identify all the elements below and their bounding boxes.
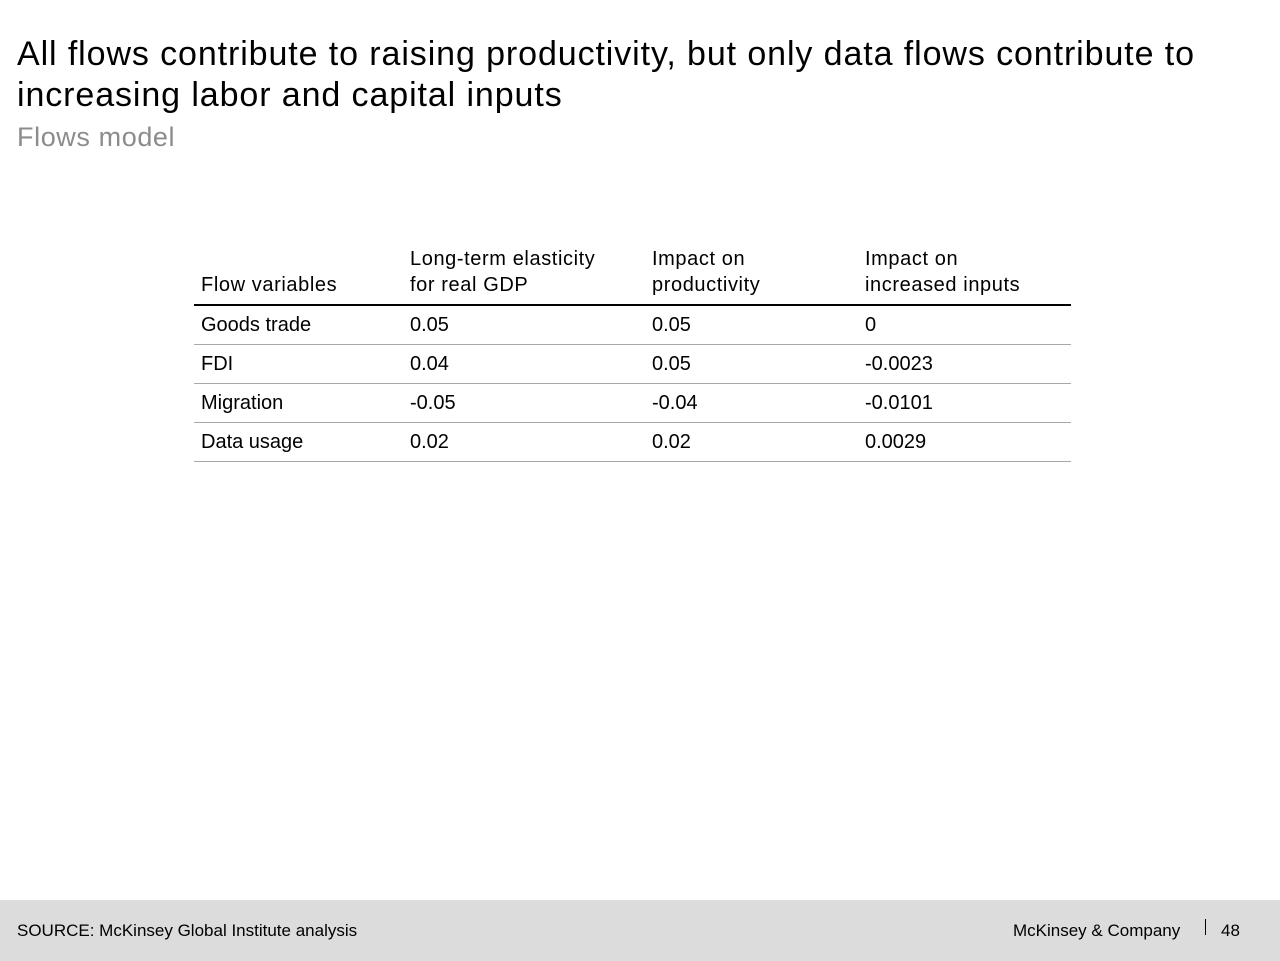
flows-table-container: [194, 246, 1071, 462]
row-inputs: 0.0029: [858, 423, 1071, 462]
row-inputs: 0: [858, 305, 1071, 345]
flows-table: [194, 246, 1071, 462]
row-inputs: -0.0023: [858, 345, 1071, 384]
row-flow-variable: Goods trade: [194, 305, 403, 345]
page-subtitle: Flows model: [17, 122, 176, 152]
table-body: [194, 305, 1071, 462]
table-row: [194, 345, 1071, 384]
row-elasticity: 0.04: [403, 345, 645, 384]
source-note: SOURCE: McKinsey Global Institute analysis: [17, 921, 358, 940]
page-number: 48: [1221, 921, 1240, 940]
row-productivity: -0.04: [645, 384, 858, 423]
brand-name: McKinsey & Company: [1013, 921, 1181, 940]
row-elasticity: 0.05: [403, 305, 645, 345]
header-flow-variables: Flow variables: [194, 246, 403, 305]
table-header-row: [194, 246, 1071, 305]
row-flow-variable: Migration: [194, 384, 403, 423]
row-flow-variable: Data usage: [194, 423, 403, 462]
header-impact-inputs: Impact on increased inputs: [858, 246, 1071, 305]
row-elasticity: 0.02: [403, 423, 645, 462]
row-productivity: 0.05: [645, 305, 858, 345]
table-row: [194, 423, 1071, 462]
row-productivity: 0.05: [645, 345, 858, 384]
table-row: [194, 305, 1071, 345]
row-flow-variable: FDI: [194, 345, 403, 384]
footer-divider: [1205, 919, 1206, 935]
page-title: All flows contribute to raising productivity, but only data flows contribute to increasing labor and capital inputs: [17, 35, 1195, 114]
row-inputs: -0.0101: [858, 384, 1071, 423]
header-long-term-elasticity: Long-term elasticity for real GDP: [403, 246, 645, 305]
header-impact-productivity: Impact on productivity: [645, 246, 858, 305]
row-elasticity: -0.05: [403, 384, 645, 423]
table-row: [194, 384, 1071, 423]
footer-bar: [0, 900, 1280, 961]
table-header: [194, 246, 1071, 305]
row-productivity: 0.02: [645, 423, 858, 462]
